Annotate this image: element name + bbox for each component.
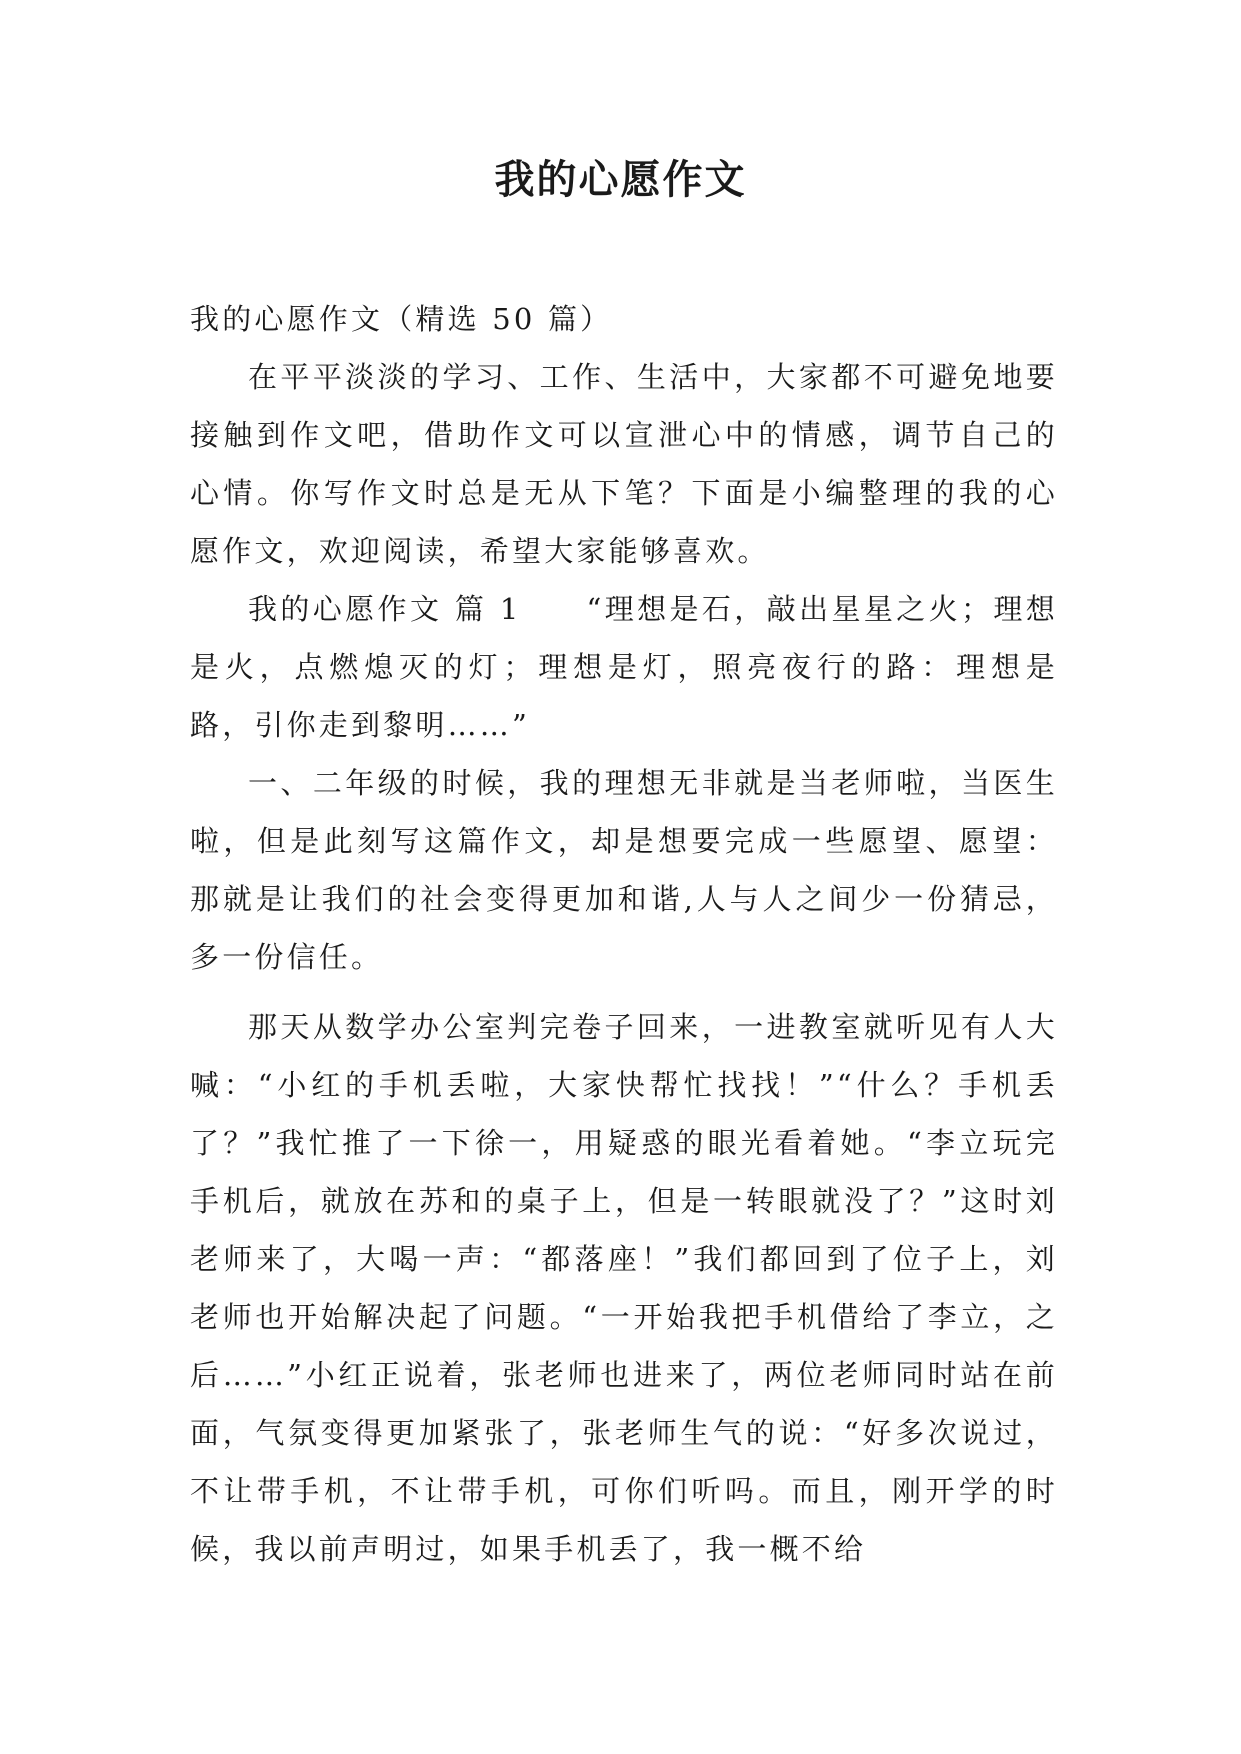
paragraph-story: 那天从数学办公室判完卷子回来，一进教室就听见有人大喊：“小红的手机丢啦，大家快帮忙找找！”“什么？手机丢了？”我忙推了一下徐一，用疑惑的眼光看着她。“李立玩完手机后，就放在苏和的桌子上，但是一转眼就没了？”这时刘老师来了，大喝一声：“都落座！”我们都回到了位子上，刘老师也开始解决起了问题。“一开始我把手机借给了李立，之后……”小红正说着，张老师也进来了，两位老师同时站在前面，气氛变得更加紧张了，张老师生气的说：“好多次说过，不让带手机，不让带手机，可你们听吗。而且，刚开学的时候，我以前声明过，如果手机丢了，我一概不给 (190, 1010, 1058, 1566)
document-subtitle: 我的心愿作文（精选 50 篇） (190, 302, 613, 336)
paragraph-essay-1-opening: 我的心愿作文 篇 1 “理想是石，敲出星星之火；理想是火，点燃熄灭的灯；理想是灯，照亮夜行的路：理想是路，引你走到黎明……” (190, 592, 1058, 742)
paragraph-intro: 在平平淡淡的学习、工作、生活中，大家都不可避免地要接触到作文吧，借助作文可以宣泄心中的情感，调节自己的心情。你写作文时总是无从下笔？下面是小编整理的我的心愿作文，欢迎阅读，希望大家能够喜欢。 (190, 360, 1058, 568)
paragraph-ideal: 一、二年级的时候，我的理想无非就是当老师啦，当医生啦，但是此刻写这篇作文，却是想要完成一些愿望、愿望：那就是让我们的社会变得更加和谐,人与人之间少一份猜忌，多一份信任。 (190, 766, 1058, 974)
document-body (190, 290, 1058, 1578)
document-title: 我的心愿作文 (494, 157, 747, 203)
